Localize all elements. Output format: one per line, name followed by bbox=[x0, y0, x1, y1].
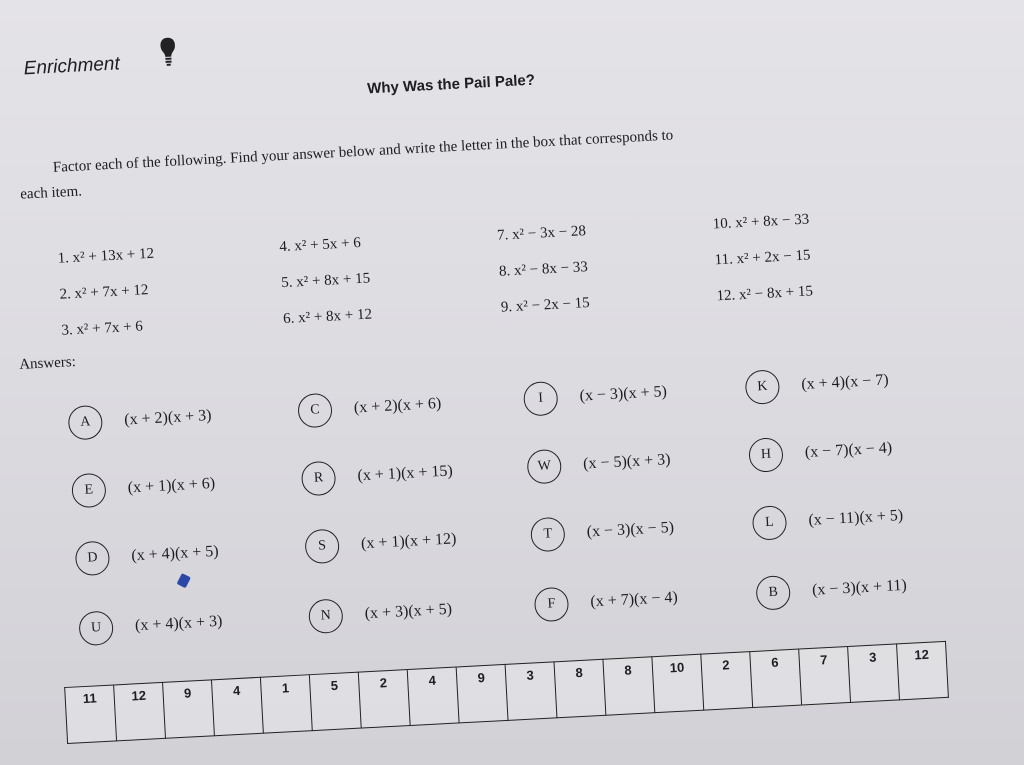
problem-item: 8. x² − 8x − 33 bbox=[498, 259, 589, 280]
answer-letter: T bbox=[530, 517, 566, 553]
answer-letter: A bbox=[67, 405, 103, 441]
answer-choice bbox=[301, 454, 454, 496]
problem-item: 9. x² − 2x − 15 bbox=[500, 295, 591, 316]
answer-expression: (x − 3)(x + 11) bbox=[811, 576, 908, 599]
answer-letter: N bbox=[308, 598, 344, 634]
answer-box[interactable]: 9 bbox=[456, 664, 508, 722]
problem-item: 11. x² + 2x − 15 bbox=[714, 247, 811, 269]
answer-expression: (x − 3)(x − 5) bbox=[586, 518, 675, 541]
answer-box[interactable]: 4 bbox=[407, 667, 459, 725]
answer-letter: F bbox=[534, 587, 570, 623]
answer-letter: W bbox=[526, 449, 562, 485]
answer-letter: L bbox=[752, 505, 788, 541]
answer-box[interactable]: 6 bbox=[750, 649, 802, 707]
answer-choice bbox=[534, 581, 679, 622]
problem-item: 12. x² − 8x + 15 bbox=[716, 283, 814, 305]
answer-expression: (x + 1)(x + 6) bbox=[127, 474, 216, 497]
answer-choice bbox=[752, 499, 904, 541]
answers-heading: Answers: bbox=[18, 354, 77, 373]
answer-choice bbox=[745, 364, 890, 405]
answer-choice bbox=[308, 593, 453, 634]
problem-item: 5. x² + 8x + 15 bbox=[280, 270, 371, 292]
answer-letter: E bbox=[71, 473, 107, 509]
answer-choice bbox=[530, 511, 675, 552]
answer-box[interactable]: 1 bbox=[260, 675, 312, 733]
problem-item: 6. x² + 8x + 12 bbox=[282, 306, 373, 328]
answer-box[interactable]: 8 bbox=[603, 657, 655, 715]
answer-box[interactable]: 12 bbox=[114, 682, 166, 740]
answer-expression: (x + 1)(x + 12) bbox=[360, 530, 457, 553]
answer-letter: R bbox=[301, 461, 337, 497]
answer-choice bbox=[297, 387, 442, 428]
instructions-line-2: each item. bbox=[19, 183, 83, 203]
answer-letter: D bbox=[75, 541, 111, 577]
answer-box[interactable]: 2 bbox=[358, 670, 410, 728]
answer-box[interactable]: 4 bbox=[211, 677, 263, 735]
answer-letter: I bbox=[523, 381, 559, 417]
answer-letter: H bbox=[748, 437, 784, 473]
answer-expression: (x + 1)(x + 15) bbox=[357, 462, 454, 485]
answer-expression: (x − 11)(x + 5) bbox=[808, 506, 904, 529]
answer-choice bbox=[67, 399, 212, 440]
answer-expression: (x + 3)(x + 5) bbox=[364, 600, 453, 623]
answer-choice bbox=[75, 535, 220, 576]
answer-box[interactable]: 3 bbox=[505, 662, 557, 720]
answer-letter: K bbox=[745, 369, 781, 405]
answer-box[interactable]: 8 bbox=[554, 659, 606, 717]
answer-box[interactable]: 2 bbox=[701, 652, 753, 710]
answer-expression: (x + 2)(x + 3) bbox=[123, 406, 212, 429]
answer-box[interactable]: 12 bbox=[897, 641, 949, 699]
page-title: Why Was the Pail Pale? bbox=[366, 71, 536, 98]
answer-expression: (x + 4)(x − 7) bbox=[800, 371, 890, 394]
instructions-line-1: Factor each of the following. Find your answer below and write the letter in the box that corresponds to bbox=[52, 127, 674, 176]
answer-box[interactable]: 7 bbox=[799, 647, 851, 705]
answer-box[interactable]: 9 bbox=[163, 680, 215, 738]
answer-box[interactable]: 11 bbox=[65, 685, 117, 743]
answer-box[interactable]: 10 bbox=[652, 654, 704, 712]
answer-expression: (x + 4)(x + 5) bbox=[130, 542, 220, 565]
answer-letter: C bbox=[297, 393, 333, 429]
problem-item: 1. x² + 13x + 12 bbox=[57, 245, 155, 267]
problem-item: 3. x² + 7x + 6 bbox=[61, 318, 144, 339]
answer-expression: (x − 5)(x + 3) bbox=[582, 451, 671, 473]
section-label: Enrichment bbox=[23, 53, 121, 80]
problem-item: 2. x² + 7x + 12 bbox=[59, 282, 149, 303]
answer-choice bbox=[526, 443, 671, 484]
problem-item: 7. x² − 3x − 28 bbox=[496, 223, 587, 244]
answer-choice bbox=[523, 375, 668, 416]
answer-choice bbox=[304, 522, 457, 564]
answer-choice bbox=[748, 431, 893, 472]
problem-item: 10. x² + 8x − 33 bbox=[712, 211, 810, 233]
answer-expression: (x − 7)(x − 4) bbox=[804, 439, 893, 461]
answer-box[interactable]: 5 bbox=[309, 672, 361, 730]
answer-box[interactable]: 3 bbox=[848, 644, 900, 702]
answer-choice bbox=[755, 569, 907, 611]
answer-letter: U bbox=[78, 610, 114, 646]
answer-letter: B bbox=[755, 575, 791, 611]
answer-letter: S bbox=[304, 529, 340, 565]
answer-expression: (x − 3)(x + 5) bbox=[579, 383, 668, 405]
lightbulb-icon bbox=[158, 36, 178, 69]
answer-choice bbox=[78, 605, 223, 646]
answer-box-grid bbox=[64, 641, 949, 744]
pencil-mark bbox=[177, 573, 191, 588]
answer-expression: (x + 7)(x − 4) bbox=[589, 588, 679, 611]
problem-item: 4. x² + 5x + 6 bbox=[279, 234, 362, 256]
answer-expression: (x + 2)(x + 6) bbox=[353, 394, 442, 417]
answer-expression: (x + 4)(x + 3) bbox=[134, 612, 223, 635]
answer-choice bbox=[71, 467, 216, 508]
